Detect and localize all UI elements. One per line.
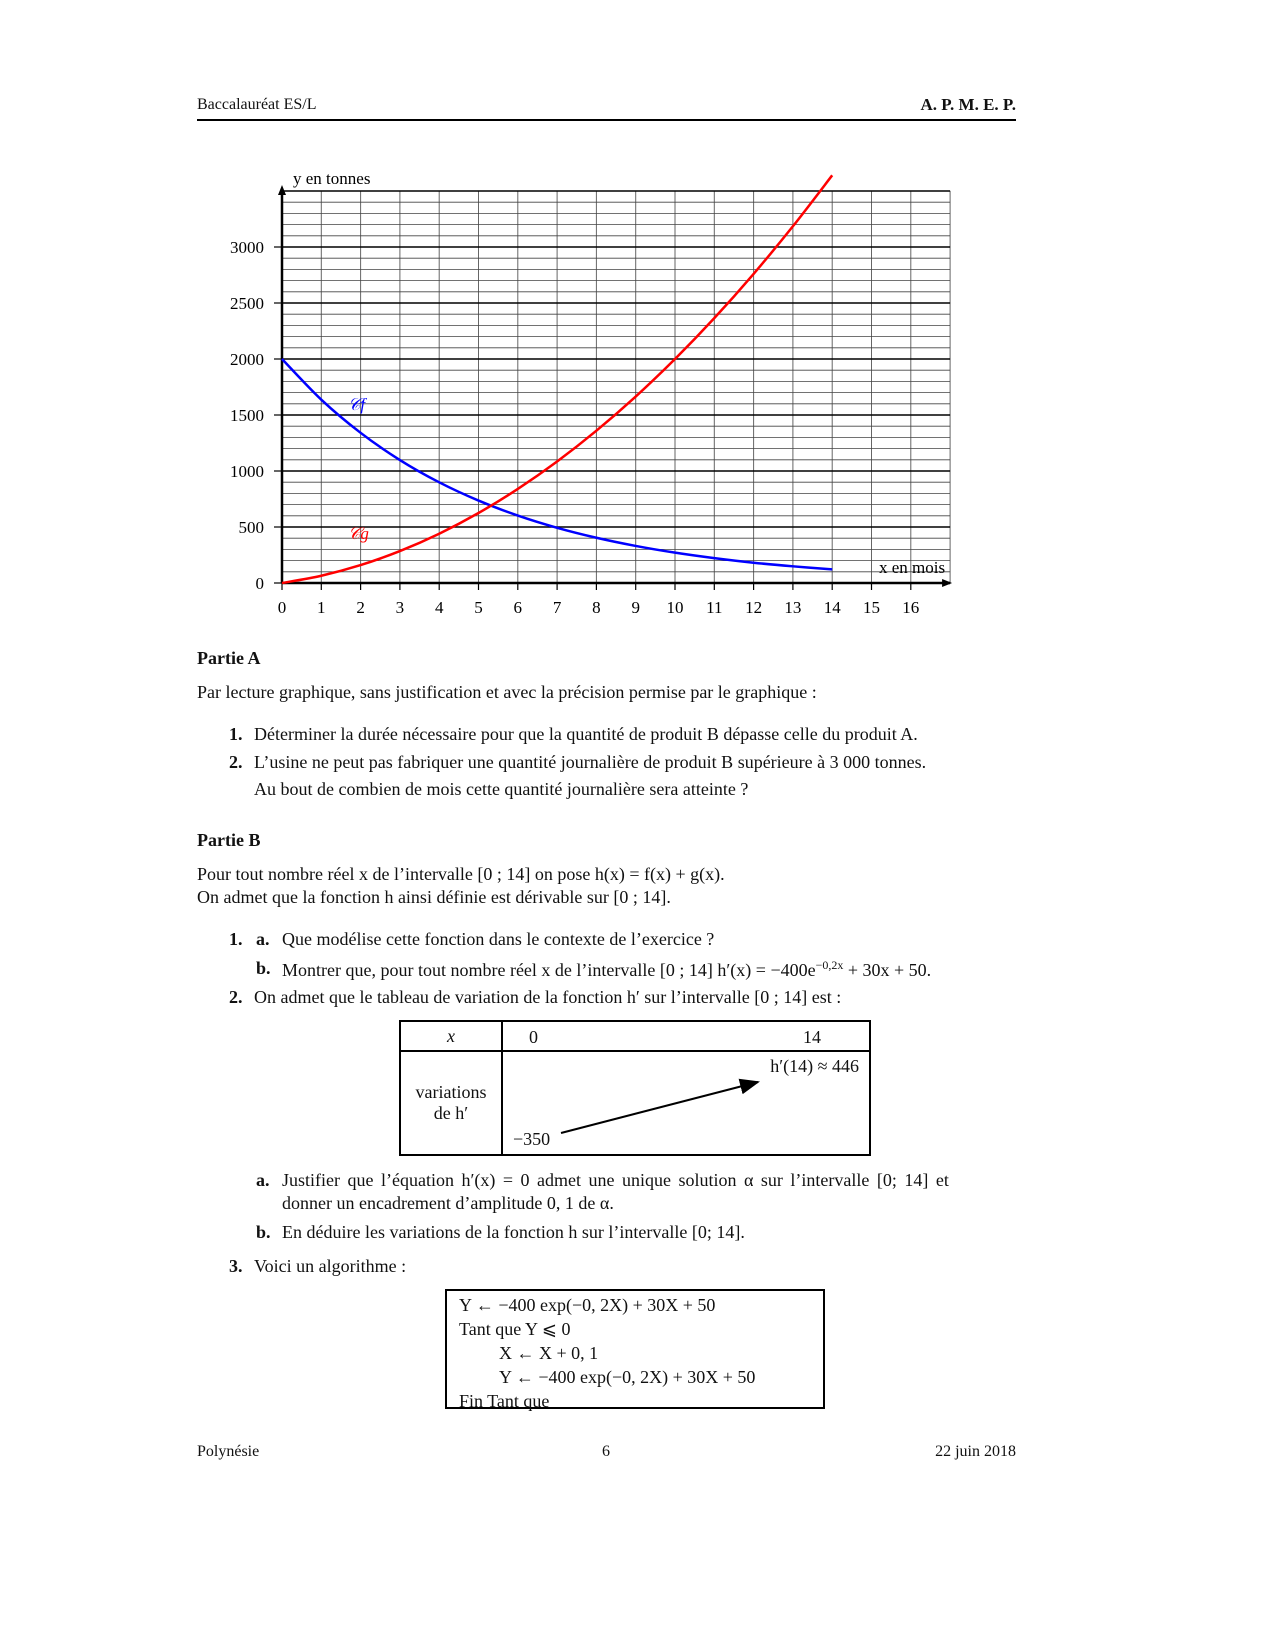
y-axis-arrow-icon (278, 185, 286, 195)
y-tick-label: 2000 (230, 350, 264, 369)
x-tick-label: 13 (784, 598, 802, 617)
x-tick-label: 9 (631, 598, 640, 617)
y-tick-label: 0 (255, 574, 264, 593)
partB-intro2: On admet que la fonction h ainsi définie est dérivable sur [0 ; 14]. (197, 887, 671, 907)
algo-line: Y ← −400 exp(−0, 2X) + 30X + 50 (459, 1295, 716, 1315)
x-tick-label: 8 (592, 598, 601, 617)
x-axis-label: x en mois (879, 558, 946, 577)
footer-page-number: 6 (602, 1443, 610, 1460)
partB-title: Partie B (197, 830, 261, 850)
partA-title: Partie A (197, 648, 261, 668)
q1b-exponent: −0,2x (815, 958, 844, 972)
partB-q2a-line1: Justifier que l’équation h′(x) = 0 admet une unique solution α sur l’intervalle [0; 14] et (282, 1170, 949, 1190)
x-tick-label: 12 (745, 598, 763, 617)
algo-line: Y ← −400 exp(−0, 2X) + 30X + 50 (499, 1367, 756, 1387)
table-row-label (400, 1051, 502, 1155)
table-start-value: −350 (513, 1129, 551, 1149)
partB-q2-num: 2. (229, 987, 243, 1007)
y-tick-label: 1500 (230, 406, 264, 425)
x-tick-label: 0 (277, 598, 287, 617)
curve-label-f: 𝒞f (348, 395, 366, 414)
y-tick-label: 2500 (230, 294, 264, 313)
x-tick-label: 15 (863, 598, 880, 617)
partB-q2a-line2: donner un encadrement d’amplitude 0, 1 de α. (282, 1193, 614, 1213)
x-tick-label: 6 (513, 598, 523, 617)
header-right: A. P. M. E. P. (920, 95, 1016, 114)
partB-q1a: Que modélise cette fonction dans le contexte de l’exercice ? (282, 929, 715, 949)
table-x-values (502, 1021, 870, 1051)
algo-line: X ← X + 0, 1 (499, 1343, 599, 1363)
x-tick-label: 2 (356, 598, 365, 617)
partB-q3-num: 3. (229, 1256, 243, 1276)
partA-q2-line1: L’usine ne peut pas fabriquer une quantité journalière de produit B supérieure à 3 000 tonnes. (254, 752, 927, 772)
x-tick-label: 3 (395, 598, 405, 617)
x-tick-label: 1 (317, 598, 326, 617)
partB-q1b (282, 958, 931, 981)
y-tick-label: 500 (238, 518, 264, 537)
partA-q2-line2: Au bout de combien de mois cette quantité journalière sera atteinte ? (254, 779, 749, 799)
partB-q2b: En déduire les variations de la fonction h sur l’intervalle [0; 14]. (282, 1222, 745, 1242)
table-x1: 14 (803, 1027, 821, 1047)
x-tick-label: 7 (552, 598, 562, 617)
partB-q3: Voici un algorithme : (254, 1256, 407, 1276)
partB-q2b-label: b. (256, 1222, 271, 1242)
q1b-text: Montrer que, pour tout nombre réel x de l’intervalle [0 ; 14] h′(x) = −400e (282, 960, 816, 980)
x-tick-label: 16 (902, 598, 920, 617)
x-tick-label: 11 (706, 598, 723, 617)
algorithm-box (445, 1289, 825, 1409)
chart (0, 0, 1275, 630)
partA-q1: Déterminer la durée nécessaire pour que la quantité de produit B dépasse celle du produit A. (254, 724, 918, 744)
table-x-label: x (400, 1021, 502, 1051)
partA-q1-num: 1. (229, 724, 243, 744)
partB-q1-num: 1. (229, 929, 243, 949)
table-x0: 0 (529, 1027, 538, 1047)
x-tick-label: 4 (434, 598, 444, 617)
x-tick-label: 5 (474, 598, 483, 617)
y-tick-label: 3000 (230, 238, 264, 257)
algo-line: Fin Tant que (459, 1391, 550, 1411)
y-tick-label: 1000 (230, 462, 264, 481)
increasing-arrow-icon (503, 1052, 873, 1156)
table-variations (502, 1051, 870, 1155)
partB-q1b-label: b. (256, 958, 271, 978)
row-label-2: de h′ (433, 1103, 469, 1123)
footer-right: 22 juin 2018 (935, 1443, 1016, 1460)
row-label-1: variations (415, 1082, 487, 1102)
partA-q2-num: 2. (229, 752, 243, 772)
algo-line: Tant que Y ⩽ 0 (459, 1319, 571, 1339)
partA-intro: Par lecture graphique, sans justification et avec la précision permise par le graphique : (197, 682, 817, 702)
variation-table (399, 1020, 871, 1156)
footer-left: Polynésie (197, 1443, 260, 1460)
y-axis-label: y en tonnes (293, 169, 371, 188)
partB-q1a-label: a. (256, 929, 270, 949)
partB-q2a-label: a. (256, 1170, 270, 1190)
curve-label-g: 𝒞g (348, 524, 369, 543)
partB-q2: On admet que le tableau de variation de la fonction h′ sur l’intervalle [0 ; 14] est : (254, 987, 842, 1007)
table-end-value: h′(14) ≈ 446 (770, 1056, 859, 1076)
q1b-text-end: + 30x + 50. (843, 960, 932, 980)
partB-intro1: Pour tout nombre réel x de l’intervalle [0 ; 14] on pose h(x) = f(x) + g(x). (197, 864, 725, 884)
x-tick-label: 10 (666, 598, 684, 617)
x-tick-label: 14 (823, 598, 841, 617)
header-left: Baccalauréat ES/L (197, 96, 317, 113)
